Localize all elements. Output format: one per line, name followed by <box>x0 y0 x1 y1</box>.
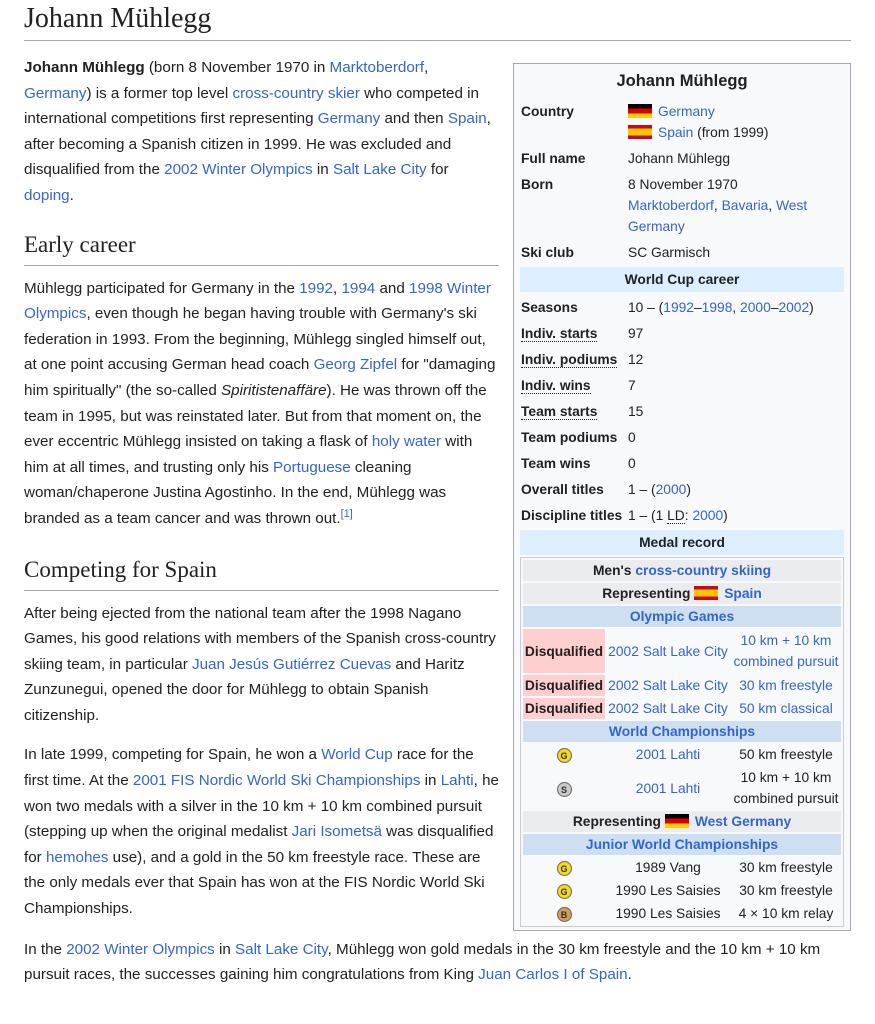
link-holy-water[interactable]: holy water <box>371 433 442 451</box>
intro-paragraph: Johann Mühlegg (born 8 November 1970 in Marktoberdorf, Germany) is a former top level cross-country skier who competed in international competitions first representing Germany and then Spain, after becoming a Spanish citizen in 1999. He was excluded and disqualified from the 2002 Winter Olympics in Salt Lake City for doping. <box>24 59 491 204</box>
link-world-cup[interactable]: World Cup <box>321 746 393 764</box>
infobox-row-club: Ski club SC Garmisch <box>521 244 711 260</box>
spain-paragraph-1: After being ejected from the national team after the 1998 Nagano Games, his good relations with members of the Spanish cross-country skiing team, in particular Juan Jesús Gutiérrez Cuevas and Haritz Zunzunegui, opened the door for Mühlegg to obtain Spanish citizenship. <box>24 604 496 724</box>
link-2002-salt-lake-city[interactable]: 2002 Salt Lake City <box>608 678 728 693</box>
link-2001-lahti[interactable]: 2001 Lahti <box>635 780 701 796</box>
medal-row: G 2001 Lahti 50 km freestyle <box>523 744 841 765</box>
link-germany[interactable]: Germany <box>658 103 715 119</box>
link-jari-isomets[interactable]: Jari Isometsä <box>291 823 382 841</box>
link-cross-country-skiing[interactable]: cross-country skiing <box>635 563 772 578</box>
link-2000-discipline[interactable]: 2000 <box>692 507 724 523</box>
infobox-row-born: Born 8 November 1970 Marktoberdorf, Bavaria, West Germany <box>521 176 808 234</box>
medal-row: B 1990 Les Saisies 4 × 10 km relay <box>523 903 841 924</box>
link-2002[interactable]: 2002 <box>778 299 810 315</box>
medal-row: G 1990 Les Saisies 30 km freestyle <box>523 880 841 901</box>
link-50-km-classical[interactable]: 50 km classical <box>739 701 833 716</box>
medal-representing-spain: Representing Spain <box>523 583 841 604</box>
link-salt-lake-city[interactable]: Salt Lake City <box>235 940 328 958</box>
spain-paragraph-2: In late 1999, competing for Spain, he won a World Cup race for the first time. At the 2001 FIS Nordic World Ski Championships in Lahti, he won two medals with a silver in the 10 km + 10 km combined pursuit (stepping up when the original medalist Jari Isometsä was disqualified for hemohes use), and a gold in the 50 km freestyle race. These are the only medals ever that Spain has won at the FIS Nordic World Ski Championships. <box>24 746 499 918</box>
link-2001-lahti[interactable]: 2001 Lahti <box>635 747 701 762</box>
link-2002-winter-olympics[interactable]: 2002 Winter Olympics <box>164 161 313 179</box>
infobox-row-seasons: Seasons 10 – (1992–1998, 2000–2002) <box>521 299 814 315</box>
infobox-row-team-wins: Team wins 0 <box>521 455 636 471</box>
link-portuguese[interactable]: Portuguese <box>273 458 351 476</box>
gold-medal-icon: G <box>557 861 572 876</box>
infobox-row-indiv-wins: Indiv. wins 7 <box>521 377 636 393</box>
link-lahti[interactable]: Lahti <box>440 772 474 790</box>
early-career-paragraph: Mühlegg participated for Germany in the 1992, 1994 and 1998 Winter Olympics, even though he began having trouble with Germany's ski federation in 1993. From the beginning, Mühlegg singled himself out, at one point accusing German head coach Georg Zipfel for "damaging him spiritually" (the so-called Spiritistenaffäre). He was thrown off the team in 1995, but was reinstated later. But from that moment on, the ever eccentric Mühlegg insisted on taking a flask of holy water with him at all times, and trusting only his Portuguese cleaning woman/chaperone Justina Agostinho. In the end, Mühlegg was branded as a team cancer and was thrown out.[1] <box>24 279 496 527</box>
medal-sport-row: Men's cross-country skiing <box>523 560 841 581</box>
link-spain-medals[interactable]: Spain <box>724 586 762 601</box>
link-olympic-games[interactable]: Olympic Games <box>629 609 735 624</box>
gold-medal-icon: G <box>557 884 572 899</box>
link-spain[interactable]: Spain <box>447 110 487 128</box>
bronze-medal-icon: B <box>557 907 572 922</box>
medal-row: Disqualified 2002 Salt Lake City 30 km freestyle <box>523 675 841 696</box>
infobox-title: Johann Mühlegg <box>616 72 748 90</box>
page-title: Johann Mühlegg <box>24 0 851 41</box>
link-junior-world-championships[interactable]: Junior World Championships <box>585 837 779 852</box>
link-west-germany-medals[interactable]: West Germany <box>694 814 792 829</box>
link-marktoberdorf[interactable]: Marktoberdorf <box>329 59 425 76</box>
gold-medal-icon: G <box>557 748 572 763</box>
link-juan-jes-s-guti-rrez-cuevas[interactable]: Juan Jesús Gutiérrez Cuevas <box>191 655 392 673</box>
infobox-row-team-podiums: Team podiums 0 <box>521 429 636 445</box>
infobox-row-team-starts: Team starts 15 <box>521 403 644 419</box>
infobox-row-indiv-starts: Indiv. starts 97 <box>521 325 644 341</box>
link-1994[interactable]: 1994 <box>341 279 376 297</box>
infobox-row-indiv-podiums: Indiv. podiums 12 <box>521 351 644 367</box>
link-marktoberdorf[interactable]: Marktoberdorf <box>628 197 714 213</box>
link-30-km-freestyle[interactable]: 30 km freestyle <box>739 678 833 693</box>
link-germany[interactable]: Germany <box>24 84 87 102</box>
link-bavaria[interactable]: Bavaria <box>721 197 769 213</box>
medal-representing-west-germany: Representing West Germany <box>523 811 841 832</box>
link-1998[interactable]: 1998 <box>701 299 733 315</box>
link-spain[interactable]: Spain <box>658 124 694 140</box>
article-content <box>24 42 851 988</box>
link-salt-lake-city[interactable]: Salt Lake City <box>332 161 427 179</box>
silver-medal-icon: S <box>557 782 572 797</box>
link-2002-winter-olympics[interactable]: 2002 Winter Olympics <box>66 940 215 958</box>
medal-record-heading: Medal record <box>520 530 844 555</box>
medal-row: Disqualified 2002 Salt Lake City 50 km classical <box>523 698 841 719</box>
link-west-germany[interactable]: West Germany <box>628 197 808 234</box>
reference-link[interactable]: [1] <box>340 507 353 520</box>
medal-row: S 2001 Lahti 10 km + 10 km combined pursuit <box>523 767 841 809</box>
link-1998-winter-olympics[interactable]: 1998 Winter Olympics <box>24 279 491 323</box>
link-cross-country-skier[interactable]: cross-country skier <box>232 84 360 102</box>
infobox-row-country: Country Germany Spain (from 1999) <box>520 98 844 145</box>
medal-row: Disqualified 2002 Salt Lake City 10 km + 10 km combined pursuit <box>523 629 841 673</box>
section-heading-competing-for-spain: Competing for Spain <box>24 554 499 591</box>
link-world-championships[interactable]: World Championships <box>608 724 756 739</box>
link-2000-overall[interactable]: 2000 <box>655 481 687 497</box>
link-2002-salt-lake-city[interactable]: 2002 Salt Lake City <box>608 643 728 659</box>
world-cup-heading: World Cup career <box>520 267 844 292</box>
link-2000[interactable]: 2000 <box>740 299 771 315</box>
link-2001-fis-nordic-world-ski-championships[interactable]: 2001 FIS Nordic World Ski Championships <box>132 772 421 790</box>
medal-row: G 1989 Vang 30 km freestyle <box>523 857 841 878</box>
link-georg-zipfel[interactable]: Georg Zipfel <box>313 356 398 374</box>
link-10-km-10-km-combined-pursuit[interactable]: 10 km + 10 km combined pursuit <box>733 633 839 669</box>
link-1992[interactable]: 1992 <box>663 299 694 315</box>
link-germany[interactable]: Germany <box>317 110 381 128</box>
link-hemohes[interactable]: hemohes <box>45 848 109 866</box>
link-2002-salt-lake-city[interactable]: 2002 Salt Lake City <box>608 701 728 716</box>
infobox-row-fullname: Full name Johann Mühlegg <box>521 150 731 166</box>
infobox-row-overall: Overall titles 1 – (2000) <box>521 481 691 497</box>
infobox-label: Country <box>521 103 574 119</box>
infobox-row-discipline: Discipline titles 1 – (1 LD: 2000) <box>521 507 728 523</box>
link-1992[interactable]: 1992 <box>299 279 334 297</box>
section-heading-early-career: Early career <box>24 229 499 266</box>
link-doping[interactable]: doping <box>24 186 70 204</box>
link-juan-carlos-i-of-spain[interactable]: Juan Carlos I of Spain <box>478 966 628 984</box>
spain-paragraph-3: In the 2002 Winter Olympics in Salt Lake City, Mühlegg won gold medals in the 30 km freestyle and the 10 km + 10 km pursuit races, the successes gaining him congratulations from King Juan Carlos I of Spain. <box>24 940 821 984</box>
